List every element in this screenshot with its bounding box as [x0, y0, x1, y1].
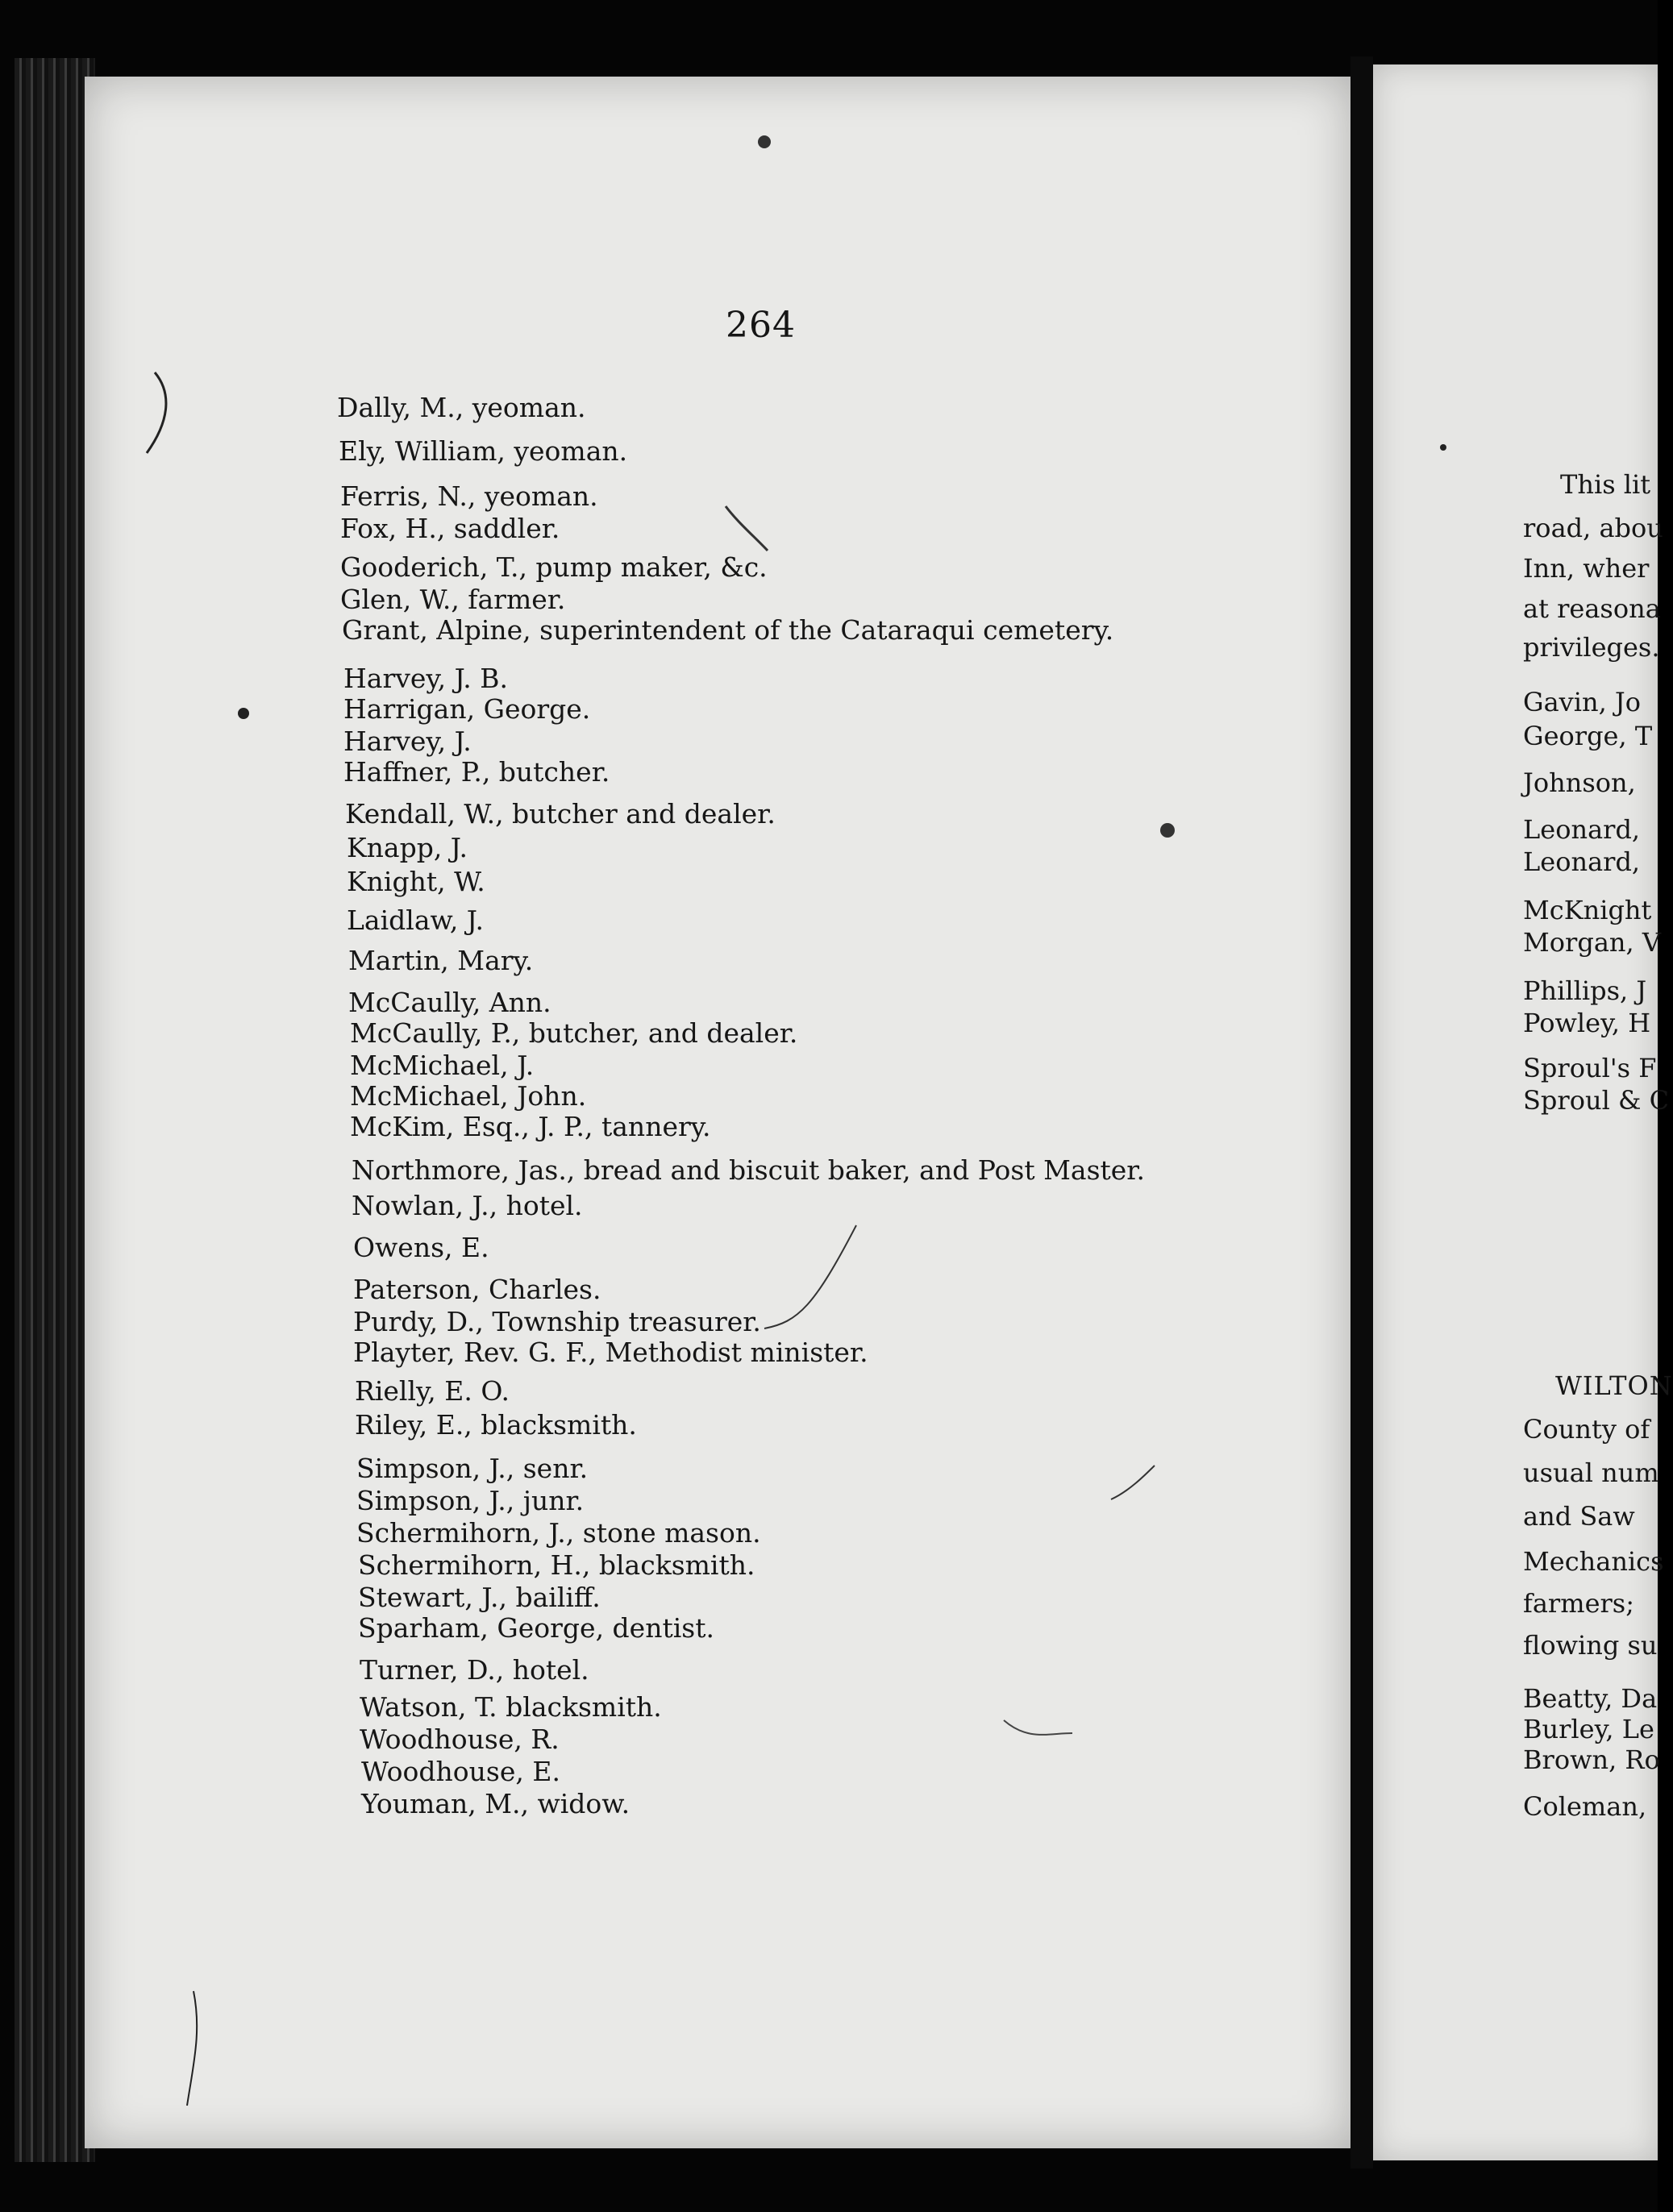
directory-entry: Grant, Alpine, superintendent of the Cataraqui cemetery.: [342, 614, 1114, 646]
right-page-line: County of: [1523, 1414, 1650, 1445]
directory-entry: Haffner, P., butcher.: [343, 756, 610, 788]
directory-entry: Playter, Rev. G. F., Methodist minister.: [353, 1337, 868, 1368]
right-page-line: privileges.: [1523, 632, 1660, 663]
directory-entry: Gooderich, T., pump maker, &c.: [340, 551, 768, 583]
right-page-line: road, abou: [1523, 513, 1663, 543]
directory-entry: Riley, E., blacksmith.: [355, 1409, 637, 1441]
directory-entry: Ely, William, yeoman.: [339, 435, 628, 467]
right-page-line: Leonard,: [1523, 846, 1641, 877]
right-page-line: farmers;: [1523, 1588, 1634, 1619]
directory-entry: Simpson, J., senr.: [356, 1453, 589, 1484]
right-page-line: McKnight: [1523, 895, 1652, 925]
directory-entry: McCaully, Ann.: [348, 987, 551, 1018]
left-page: [85, 77, 1350, 2148]
directory-entry: McMichael, J.: [350, 1050, 535, 1081]
right-page-line: Powley, H: [1523, 1008, 1651, 1038]
directory-entry: Woodhouse, E.: [361, 1756, 560, 1787]
directory-entry: Simpson, J., junr.: [356, 1485, 585, 1516]
right-page-line: Sproul & C: [1523, 1085, 1670, 1116]
directory-entry: Knapp, J.: [347, 832, 468, 863]
right-page-line: Phillips, J: [1523, 975, 1647, 1006]
directory-entry: Kendall, W., butcher and dealer.: [345, 798, 776, 830]
page-number: 264: [726, 305, 796, 346]
directory-entry: Paterson, Charles.: [353, 1274, 601, 1305]
right-page-line: Brown, Ro: [1523, 1744, 1660, 1775]
directory-entry: Sparham, George, dentist.: [358, 1612, 714, 1644]
directory-entry: Nowlan, J., hotel.: [352, 1190, 583, 1221]
directory-entry: McMichael, John.: [350, 1080, 587, 1112]
directory-entry: Northmore, Jas., bread and biscuit baker, and Post Master.: [352, 1154, 1145, 1186]
directory-entry: Rielly, E. O.: [355, 1375, 510, 1407]
directory-entry: Knight, W.: [347, 866, 485, 897]
right-page-line: Mechanics: [1523, 1546, 1664, 1577]
directory-entry: Martin, Mary.: [348, 945, 534, 976]
directory-entry: Watson, T. blacksmith.: [360, 1691, 662, 1723]
right-page-line: and Saw: [1523, 1501, 1635, 1532]
right-page-line: Johnson,: [1523, 767, 1636, 798]
book-page-edges: [15, 58, 95, 2162]
directory-entry: Youman, M., widow.: [361, 1788, 630, 1819]
directory-entry: Harvey, J.: [343, 726, 472, 757]
directory-entry: Purdy, D., Township treasurer.: [353, 1306, 761, 1337]
directory-entry: Turner, D., hotel.: [360, 1654, 589, 1686]
right-page-line: George, T: [1523, 721, 1653, 751]
directory-entry: Dally, M., yeoman.: [337, 392, 586, 423]
right-page-line: at reasona: [1523, 593, 1661, 624]
directory-entry: Harvey, J. B.: [343, 663, 509, 694]
right-page-line: This lit: [1560, 469, 1651, 500]
right-page-line: flowing su: [1523, 1630, 1658, 1661]
right-page-line: Leonard,: [1523, 814, 1641, 845]
right-page-line: Beatty, Da: [1523, 1683, 1658, 1714]
directory-entry: Glen, W., farmer.: [340, 584, 566, 615]
directory-entry: Ferris, N., yeoman.: [340, 480, 598, 512]
right-page-line: Sproul's F: [1523, 1053, 1657, 1083]
right-page-line: Burley, Le: [1523, 1714, 1654, 1744]
directory-entry: McCaully, P., butcher, and dealer.: [350, 1017, 798, 1049]
directory-entry: Laidlaw, J.: [347, 904, 484, 936]
directory-entry: Woodhouse, R.: [360, 1723, 560, 1755]
directory-entry: Schermihorn, J., stone mason.: [356, 1517, 761, 1549]
right-page-line: Gavin, Jo: [1523, 687, 1641, 717]
right-page-line: Coleman,: [1523, 1791, 1647, 1822]
book-gutter: [1350, 56, 1373, 2168]
directory-entry: Harrigan, George.: [343, 693, 591, 725]
directory-entry: Schermihorn, H., blacksmith.: [358, 1549, 755, 1581]
directory-entry: Fox, H., saddler.: [340, 513, 560, 544]
directory-entry: Owens, E.: [353, 1232, 489, 1263]
right-page-line: Inn, wher: [1523, 553, 1650, 584]
right-page-line: usual num: [1523, 1457, 1659, 1488]
right-page-line: WILTON: [1555, 1370, 1673, 1401]
directory-entry: Stewart, J., bailiff.: [358, 1582, 601, 1613]
directory-entry: McKim, Esq., J. P., tannery.: [350, 1111, 711, 1142]
right-page-line: Morgan, V: [1523, 927, 1661, 958]
